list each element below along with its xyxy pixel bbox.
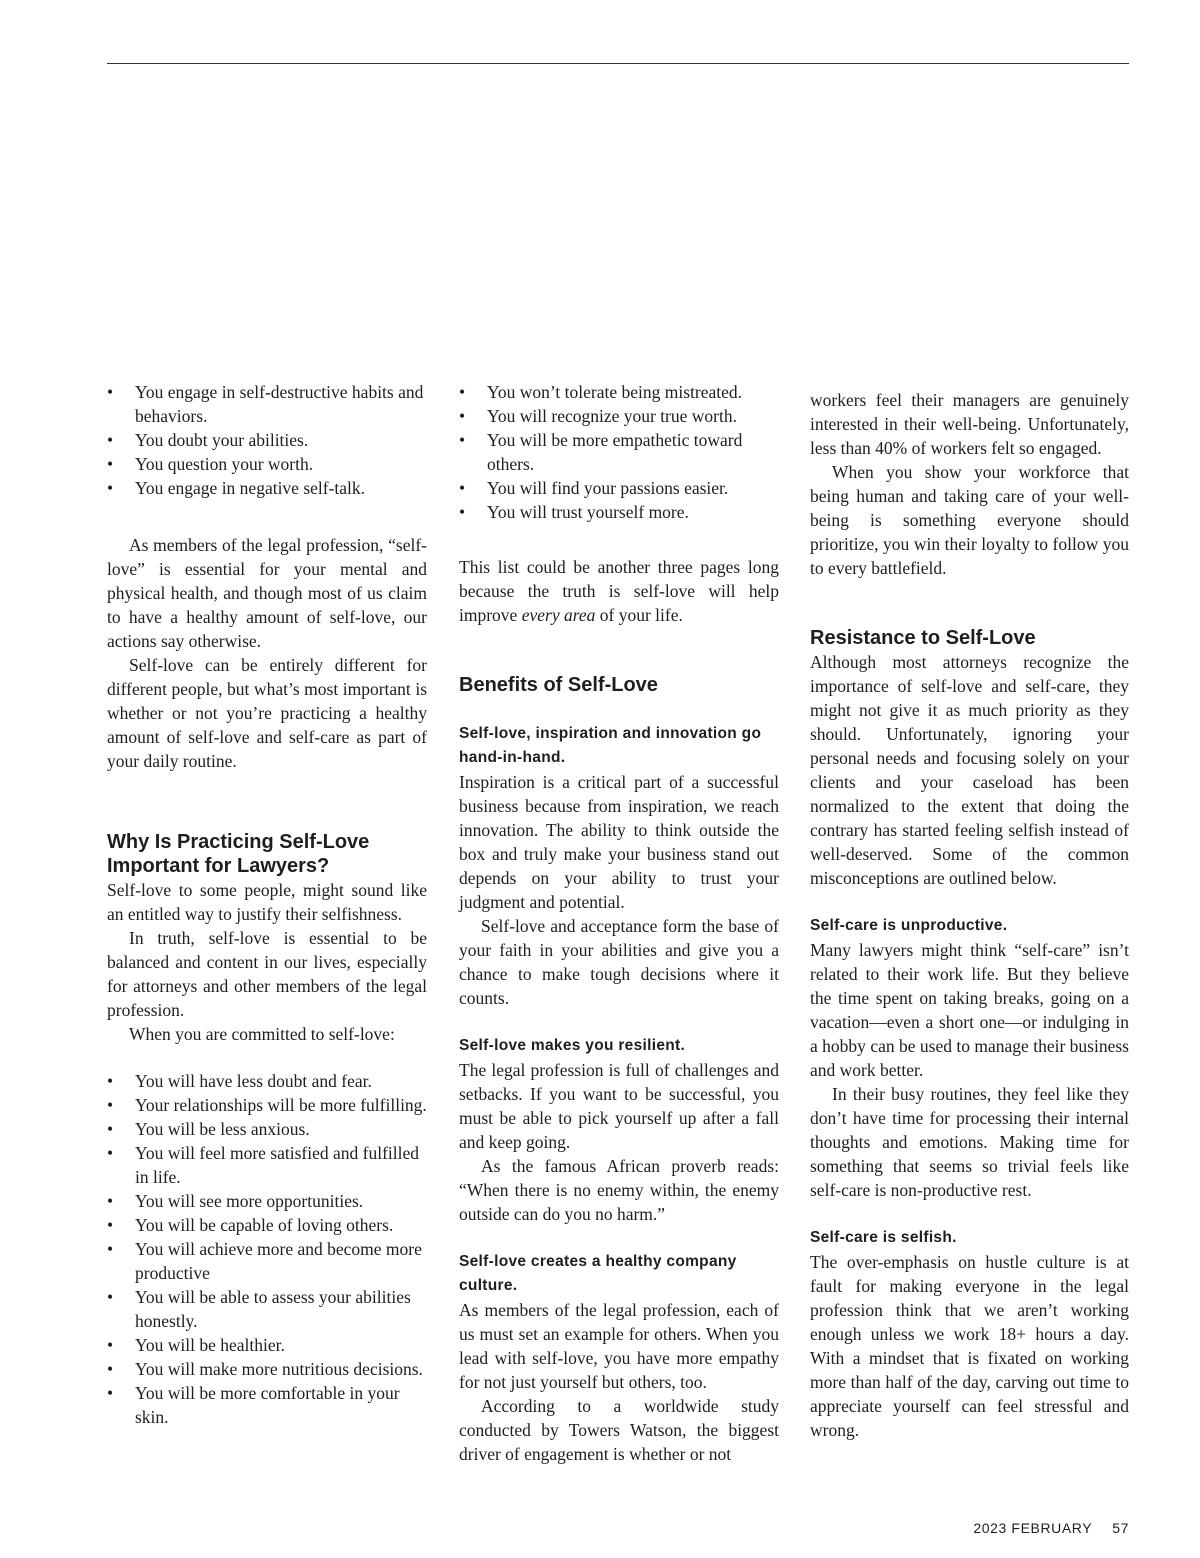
subheading: Self-love creates a healthy company culture. [459, 1253, 737, 1294]
subheading: Self-love, inspiration and innovation go hand-in-hand. [459, 725, 762, 766]
list-item: • You will make more nutritious decisions. [107, 1357, 427, 1381]
list-item: • You will be more comfortable in your skin. [107, 1381, 427, 1429]
body-paragraph: As members of the legal profession, each of us must set an example for others. When you lead with self-love, you have more empathy for not just yourself but others, too. [459, 1300, 779, 1392]
list-item: • You will find your passions easier. [459, 476, 779, 500]
list-item: • You will be less anxious. [107, 1117, 427, 1141]
list-item: • You will recognize your true worth. [459, 404, 779, 428]
subheading: Self-love makes you resilient. [459, 1037, 686, 1054]
column-3 [810, 388, 1129, 1442]
body-paragraph: When you show your workforce that being human and taking care of your well-being is something everyone should prioritize, you win their loyalty to follow you to every battlefield. [810, 462, 1129, 578]
list-item: • You doubt your abilities. [107, 428, 427, 452]
list-item: • You engage in self-destructive habits and behaviors. [107, 380, 427, 428]
body-paragraph: Self-love and acceptance form the base of your faith in your abilities and give you a chance to make tough decisions where it counts. [459, 916, 779, 1008]
body-paragraph: Many lawyers might think “self-care” isn’t related to their work life. But they believe the time spent on taking breaks, going on a vacation—even a short one—or indulging in a hobby can be used to manage their business and work better. [810, 940, 1129, 1080]
body-paragraph: Self-love can be entirely different for different people, but what’s most important is whether or not you’re practicing a healthy amount of self-love and self-care as part of your daily routine. [107, 655, 427, 771]
bullet-list-benefits [107, 1069, 427, 1429]
body-paragraph: In truth, self-love is essential to be balanced and content in our lives, especially for attorneys and other members of the legal profession. [107, 928, 427, 1020]
subheading: Self-care is selfish. [810, 1229, 957, 1246]
list-item: • You will be more empathetic toward others. [459, 428, 779, 476]
body-paragraph: In their busy routines, they feel like they don’t have time for processing their internal thoughts and emotions. Making time for something that seems so trivial feels like self-care is non-productive rest. [810, 1084, 1129, 1200]
list-item: • You will feel more satisfied and fulfilled in life. [107, 1141, 427, 1189]
bullet-list-more [459, 380, 779, 524]
list-item: • You engage in negative self-talk. [107, 476, 427, 500]
page-footer [973, 1520, 1129, 1536]
issue-date: 2023 FEBRUARY [973, 1520, 1093, 1536]
body-paragraph: Self-love to some people, might sound like an entitled way to justify their selfishness. [107, 880, 427, 924]
body-text: of your life. [595, 605, 683, 625]
list-item: • You will see more opportunities. [107, 1189, 427, 1213]
list-item: • Your relationships will be more fulfilling. [107, 1093, 427, 1117]
list-item: • You will be capable of loving others. [107, 1213, 427, 1237]
body-paragraph: workers feel their managers are genuinely interested in their well-being. Unfortunately, less than 40% of workers felt so engaged. [810, 390, 1129, 458]
list-item: • You will achieve more and become more productive [107, 1237, 427, 1285]
body-paragraph: The over-emphasis on hustle culture is at fault for making everyone in the legal profession think that we aren’t working enough unless we work 18+ hours a day. With a mindset that is fixated on working more than half of the day, carving out time to appreciate yourself can feel stressful and wrong. [810, 1252, 1129, 1440]
body-paragraph: The legal profession is full of challenges and setbacks. If you want to be successful, you must be able to pick yourself up after a fall and keep going. [459, 1060, 779, 1152]
bullet-list-intro [107, 380, 427, 500]
body-paragraph: As the famous African proverb reads: “When there is no enemy within, the enemy outside can do you no harm.” [459, 1156, 779, 1224]
subheading: Self-care is unproductive. [810, 917, 1008, 934]
list-item: • You will be able to assess your abilities honestly. [107, 1285, 427, 1333]
list-item: • You question your worth. [107, 452, 427, 476]
page-number: 57 [1112, 1520, 1129, 1536]
top-rule [107, 63, 1129, 64]
body-paragraph: When you are committed to self-love: [129, 1024, 395, 1044]
section-heading: Benefits of Self-Love [459, 674, 658, 696]
body-paragraph: Inspiration is a critical part of a successful business because from inspiration, we reach innovation. The ability to think outside the box and truly make your business stand out depends on your ability to trust your judgment and potential. [459, 772, 779, 912]
body-paragraph: As members of the legal profession, “self-love” is essential for your mental and physical health, and though most of us claim to have a healthy amount of self-love, our actions say otherwise. [107, 535, 427, 651]
emphasis-text: every area [521, 605, 596, 625]
body-paragraph: Although most attorneys recognize the importance of self-love and self-care, they might not give it as much priority as they should. Unfortunately, ignoring your personal needs and focusing solely on your clients and your caseload has been normalized to the extent that doing the contrary has started feeling selfish instead of well-deserved. Some of the common misconceptions are outlined below. [810, 652, 1129, 888]
list-item: • You will be healthier. [107, 1333, 427, 1357]
list-item: • You will have less doubt and fear. [107, 1069, 427, 1093]
list-item: • You won’t tolerate being mistreated. [459, 380, 779, 404]
column-1 [107, 380, 427, 1429]
section-heading: Why Is Practicing Self-Love Important for Lawyers? [107, 831, 370, 877]
list-item: • You will trust yourself more. [459, 500, 779, 524]
body-text: This list could be another three pages long because the truth is self-love will help improve [459, 557, 779, 625]
column-2 [459, 380, 779, 1466]
body-paragraph: According to a worldwide study conducted by Towers Watson, the biggest driver of engagement is whether or not [459, 1396, 779, 1464]
section-heading: Resistance to Self-Love [810, 627, 1036, 649]
body-paragraph [459, 555, 779, 627]
